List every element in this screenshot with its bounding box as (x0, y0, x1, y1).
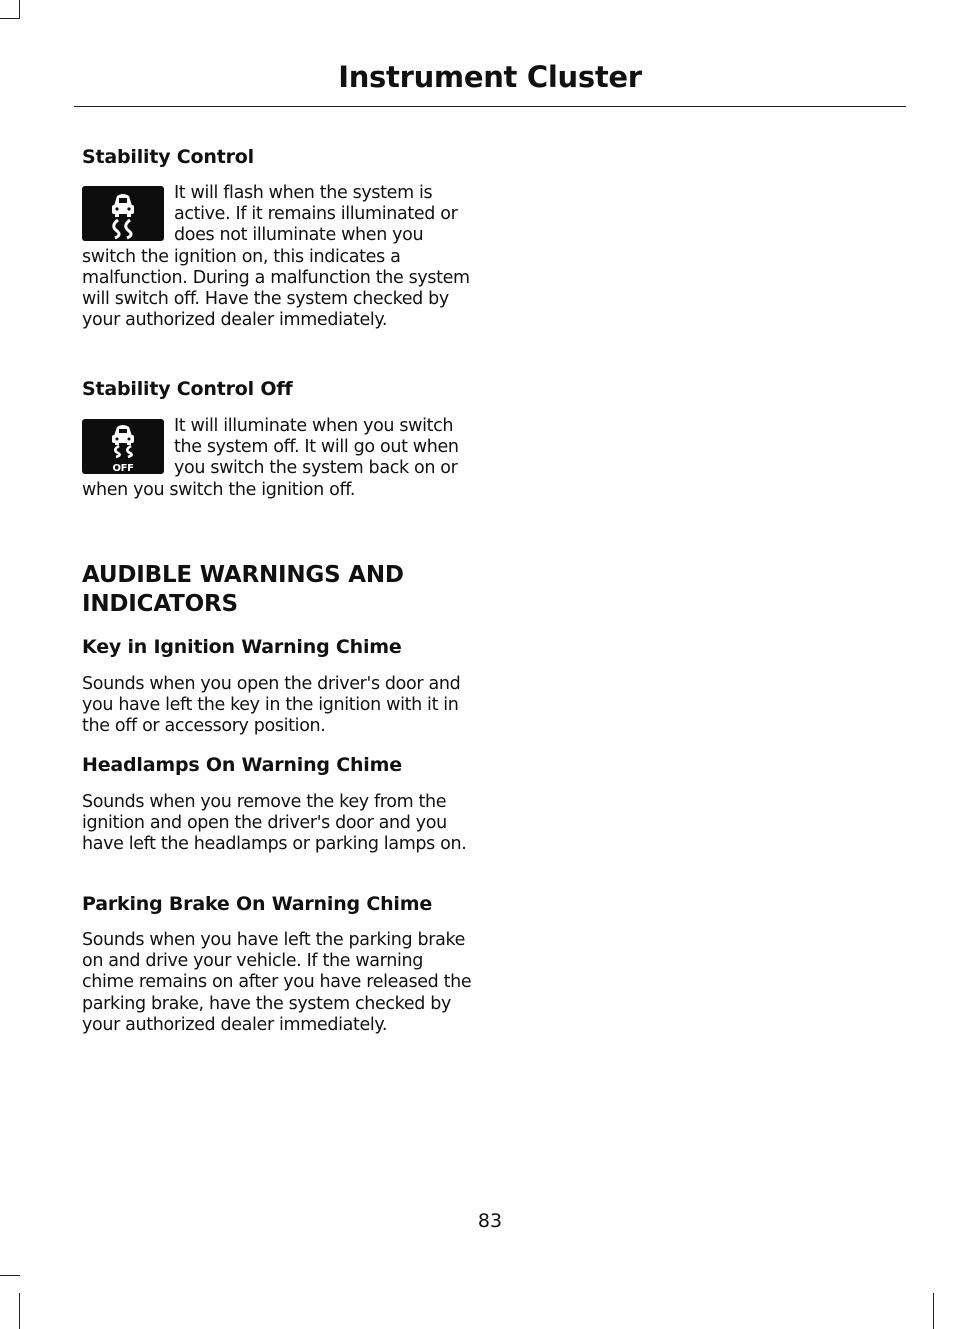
section-body-stability-control (82, 183, 472, 331)
crop-mark (0, 1275, 20, 1276)
header-rule (74, 106, 906, 107)
section-heading-parking-brake-chime: Parking Brake On Warning Chime (82, 893, 433, 915)
page-number: 83 (477, 1210, 503, 1232)
section-heading-audible-warnings: AUDIBLE WARNINGS AND INDICATORS (82, 562, 404, 617)
section-body-key-chime: Sounds when you open the driver's door and you have left the key in the ignition with it in the off or accessory position. (82, 674, 461, 737)
section-body-headlamps-chime: Sounds when you remove the key from the ignition and open the driver's door and you have left the headlamps or parking lamps on. (82, 792, 467, 855)
stability-control-off-icon (82, 419, 164, 474)
section-heading-stability-control: Stability Control (82, 146, 254, 168)
section-heading-key-chime: Key in Ignition Warning Chime (82, 636, 402, 658)
crop-mark (19, 0, 20, 19)
crop-mark (19, 1293, 20, 1329)
stability-control-off-text: It will illuminate when you switch the system off. It will go out when you switch the system back on or when you switch the ignition off. (82, 416, 459, 500)
section-body-stability-control-off (82, 416, 472, 501)
off-label: OFF (112, 463, 134, 474)
stability-control-text: It will flash when the system is active. If it remains illuminated or does not illuminate when you switch the ignition on, this indicates a malfunction. During a malfunction the system will switch off. Have the system checked by your authorized dealer immediately. (82, 183, 470, 331)
section-body-parking-brake-chime: Sounds when you have left the parking brake on and drive your vehicle. If the warning chime remains on after you have released the parking brake, have the system checked by your authorized dealer immediately. (82, 930, 472, 1035)
section-heading-headlamps-chime: Headlamps On Warning Chime (82, 754, 402, 776)
stability-control-icon (82, 186, 164, 241)
section-heading-stability-control-off: Stability Control Off (82, 378, 293, 400)
page-title: Instrument Cluster (338, 60, 642, 94)
crop-mark (933, 1293, 934, 1329)
crop-mark (0, 18, 20, 19)
